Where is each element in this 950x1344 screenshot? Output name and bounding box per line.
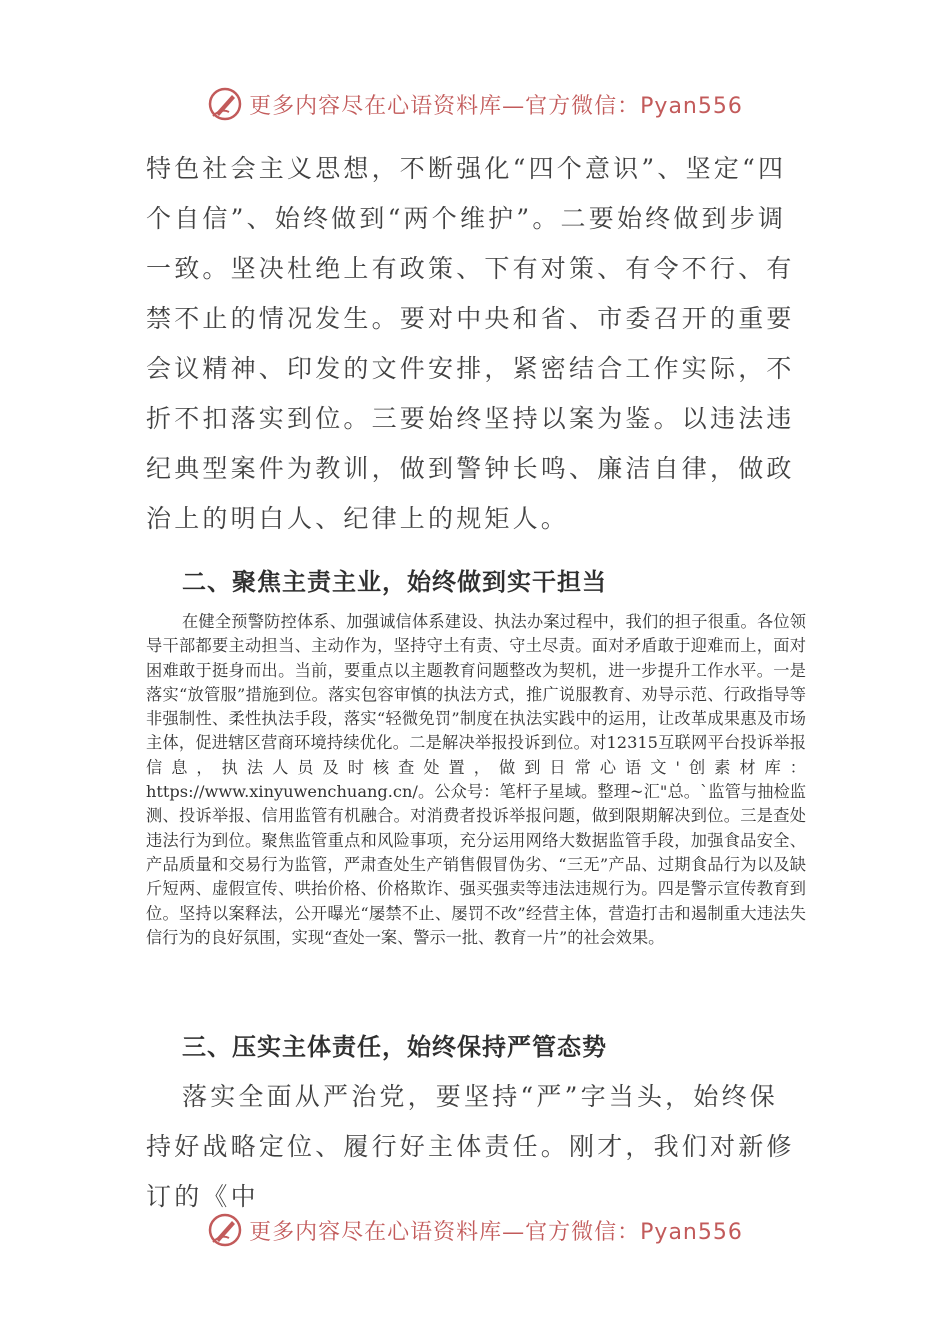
body-paragraph-top xyxy=(146,144,806,544)
pen-logo-icon xyxy=(207,86,243,122)
watermark-handle: Pyan556 xyxy=(640,1219,743,1245)
section-heading-3: 三、压实主体责任，始终保持严管态势 xyxy=(182,1032,607,1061)
watermark-text: 更多内容尽在心语资料库—官方微信：Pyan556 xyxy=(249,1219,743,1245)
watermark-text: 更多内容尽在心语资料库—官方微信：Pyan556 xyxy=(249,93,743,119)
watermark-handle: Pyan556 xyxy=(640,93,743,119)
header-watermark xyxy=(0,84,950,124)
paragraph-text: 落实全面从严治党，要坚持“严”字当头，始终保持好战略定位、履行好主体责任。刚才，我们对新修订的《中 xyxy=(146,1082,795,1211)
body-paragraph-small xyxy=(146,610,806,950)
section-heading-2: 二、聚焦主责主业，始终做到实干担当 xyxy=(182,567,607,596)
pen-logo-icon xyxy=(207,1212,243,1248)
body-paragraph-bottom xyxy=(146,1072,806,1222)
paragraph-text: 在健全预警防控体系、加强诚信体系建设、执法办案过程中，我们的担子很重。各位领导干部都要主动担当、主动作为，坚持守土有责、守土尽责。面对矛盾敢于迎难而上，面对困难敢于挺身而出。当前，要重点以主题教育问题整改为契机，进一步提升工作水平。一是落实“放管服”措施到位。落实包容审慎的执法方式，推广说服教育、劝导示范、行政指导等非强制性、柔性执法手段，落实“轻微免罚”制度在执法实践中的运用，让改革成果惠及市场主体，促进辖区营商环境持续优化。二是解决举报投诉到位。对12315互联网平台投诉举报信息，执法人员及时核查处置，做到日常心语文'创素材库：https://www.xinyuwenchuang.cn/。公众号：笔杆子星域。整理~汇"总。`监管与抽检监测、投诉举报、信用监管有机融合。对消费者投诉举报问题，做到限期解决到位。三是查处违法行为到位。聚焦监管重点和风险事项，充分运用网络大数据监管手段，加强食品安全、产品质量和交易行为监管，严肃查处生产销售假冒伪劣、“三无”产品、过期食品行为以及缺斤短两、虚假宣传、哄抬价格、价格欺诈、强买强卖等违法违规行为。四是警示宣传教育到位。坚持以案释法，公开曝光“屡禁不止、屡罚不改”经营主体，营造打击和遏制重大违法失信行为的良好氛围，实现“查处一案、警示一批、教育一片”的社会效果。 xyxy=(146,612,806,947)
footer-watermark xyxy=(0,1210,950,1250)
paragraph-text: 特色社会主义思想，不断强化“四个意识”、坚定“四个自信”、始终做到“两个维护”。二要始终做到步调一致。坚决杜绝上有政策、下有对策、有令不行、有禁不止的情况发生。要对中央和省、市委召开的重要会议精神、印发的文件安排，紧密结合工作实际，不折不扣落实到位。三要始终坚持以案为鉴。以违法违纪典型案件为教训，做到警钟长鸣、廉洁自律，做政治上的明白人、纪律上的规矩人。 xyxy=(146,154,795,533)
